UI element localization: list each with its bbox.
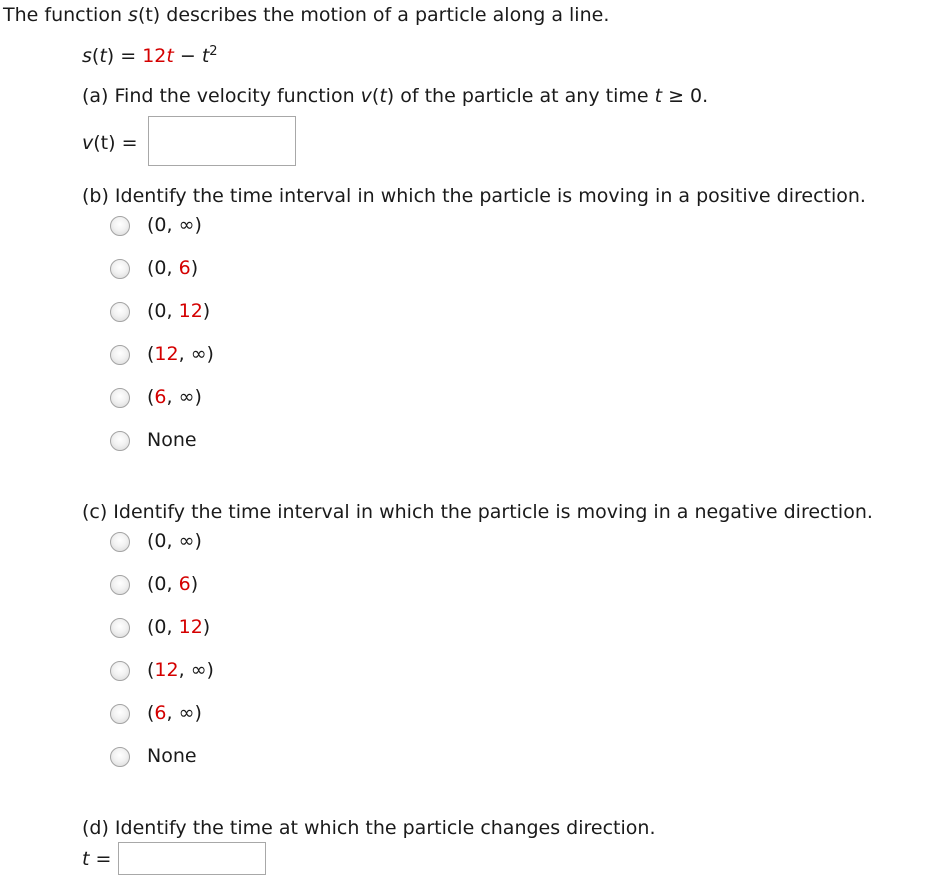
- radio-button[interactable]: [110, 704, 130, 724]
- option-label: (0, ∞): [147, 214, 202, 236]
- option-label: (0, 6): [147, 257, 199, 279]
- option-label: None: [147, 429, 197, 451]
- velocity-answer-label: v(t) =: [82, 132, 138, 154]
- radio-button[interactable]: [110, 345, 130, 365]
- radio-button[interactable]: [110, 431, 130, 451]
- question-b-heading: (b) Identify the time interval in which the particle is moving in a positive direction.: [82, 185, 866, 207]
- radio-button[interactable]: [110, 388, 130, 408]
- radio-button[interactable]: [110, 747, 130, 767]
- radio-button[interactable]: [110, 259, 130, 279]
- question-d-heading: (d) Identify the time at which the particle changes direction.: [82, 817, 656, 839]
- problem-intro: The function s(t) describes the motion of a particle along a line.: [3, 4, 610, 26]
- radio-button[interactable]: [110, 532, 130, 552]
- time-input[interactable]: [118, 842, 266, 875]
- time-answer-label: t =: [82, 848, 112, 870]
- option-label: (0, 12): [147, 616, 211, 638]
- option-label: None: [147, 745, 197, 767]
- position-equation: $s(t) = 12t - t^2$: [82, 44, 218, 67]
- radio-button[interactable]: [110, 618, 130, 638]
- question-c-heading: (c) Identify the time interval in which the particle is moving in a negative direction.: [82, 501, 873, 523]
- radio-button[interactable]: [110, 575, 130, 595]
- option-label: (0, ∞): [147, 530, 202, 552]
- question-a-heading: (a) Find the velocity function v(t) of the particle at any time t ≥ 0.: [82, 85, 709, 107]
- option-label: (12, ∞): [147, 659, 214, 681]
- option-label: (0, 12): [147, 300, 211, 322]
- option-label: (0, 6): [147, 573, 199, 595]
- option-label: (12, ∞): [147, 343, 214, 365]
- radio-button[interactable]: [110, 302, 130, 322]
- equation-coefficient: 12: [142, 45, 167, 67]
- radio-button[interactable]: [110, 661, 130, 681]
- option-label: (6, ∞): [147, 386, 202, 408]
- velocity-input[interactable]: [148, 116, 296, 166]
- option-label: (6, ∞): [147, 702, 202, 724]
- radio-button[interactable]: [110, 216, 130, 236]
